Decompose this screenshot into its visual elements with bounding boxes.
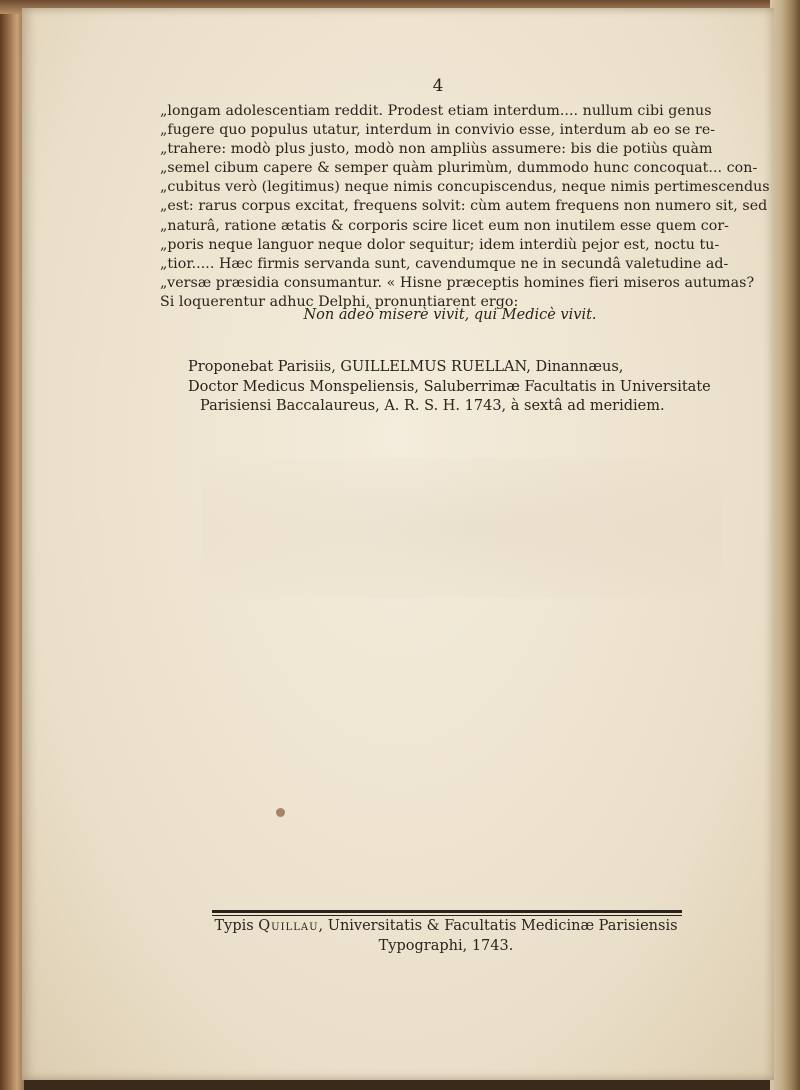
text-line: „fugere quo populus utatur, interdum in convivio esse, interdum ab eo se re- bbox=[160, 122, 716, 139]
latin-maxim: Non adeò miserè vivit, qui Medicè vivit. bbox=[303, 307, 597, 323]
colophon-line: Proponebat Parisiis, GUILLELMUS RUELLAN, Dinannæus, bbox=[188, 359, 624, 375]
imprint-prefix: Typis bbox=[214, 918, 259, 934]
page-stack-edge bbox=[770, 0, 800, 1090]
ink-spot bbox=[276, 808, 285, 817]
text-line: „poris neque languor neque dolor sequitur; idem interdiù pejor est, noctu tu- bbox=[160, 236, 720, 253]
printer-imprint bbox=[200, 916, 692, 956]
page-number: 4 bbox=[432, 76, 444, 96]
text-line: „cubitus verò (legitimus) neque nimis concupiscendus, neque nimis pertimescendus bbox=[160, 179, 770, 196]
text-line: „est: rarus corpus excitat, frequens solvit: cùm autem frequens non numero sit, sed bbox=[160, 198, 768, 215]
text-line: „tior..... Hæc firmis servanda sunt, cavendumque ne in secundâ valetudine ad- bbox=[160, 255, 729, 272]
text-line: Si loquerentur adhuc Delphi, pronuntiarent ergo: bbox=[160, 293, 519, 310]
imprint-line-2: Typographi, 1743. bbox=[378, 938, 514, 954]
imprint-line-1 bbox=[200, 916, 692, 936]
text-line: „trahere: modò plus justo, modò non ampliùs assumere: bis die potiùs quàm bbox=[160, 141, 713, 158]
text-line: „longam adolescentiam reddit. Prodest etiam interdum.... nullum cibi genus bbox=[160, 103, 712, 119]
book-binding-edge bbox=[0, 0, 24, 1090]
text-line: „naturâ, ratione ætatis & corporis scire licet eum non inutilem esse quem cor- bbox=[160, 217, 730, 234]
paper-stain bbox=[202, 458, 722, 598]
text-line: „semel cibum capere & semper quàm plurimùm, dummodo hunc concoquat... con- bbox=[160, 160, 758, 177]
imprint-rule bbox=[212, 910, 682, 913]
colophon-line: Parisiensi Baccalaureus, A. R. S. H. 1743, à sextâ ad meridiem. bbox=[200, 398, 665, 414]
colophon-line: Doctor Medicus Monspeliensis, Saluberrimæ Facultatis in Universitate bbox=[188, 378, 711, 395]
thesis-colophon bbox=[188, 358, 740, 417]
text-line: „versæ præsidia consumantur. « Hisne præceptis homines fieri miseros autumas? bbox=[160, 274, 755, 291]
body-paragraph bbox=[160, 102, 770, 312]
printer-name: Quillau bbox=[258, 918, 319, 934]
imprint-suffix: , Universitatis & Facultatis Medicinæ Parisiensis bbox=[318, 918, 678, 934]
